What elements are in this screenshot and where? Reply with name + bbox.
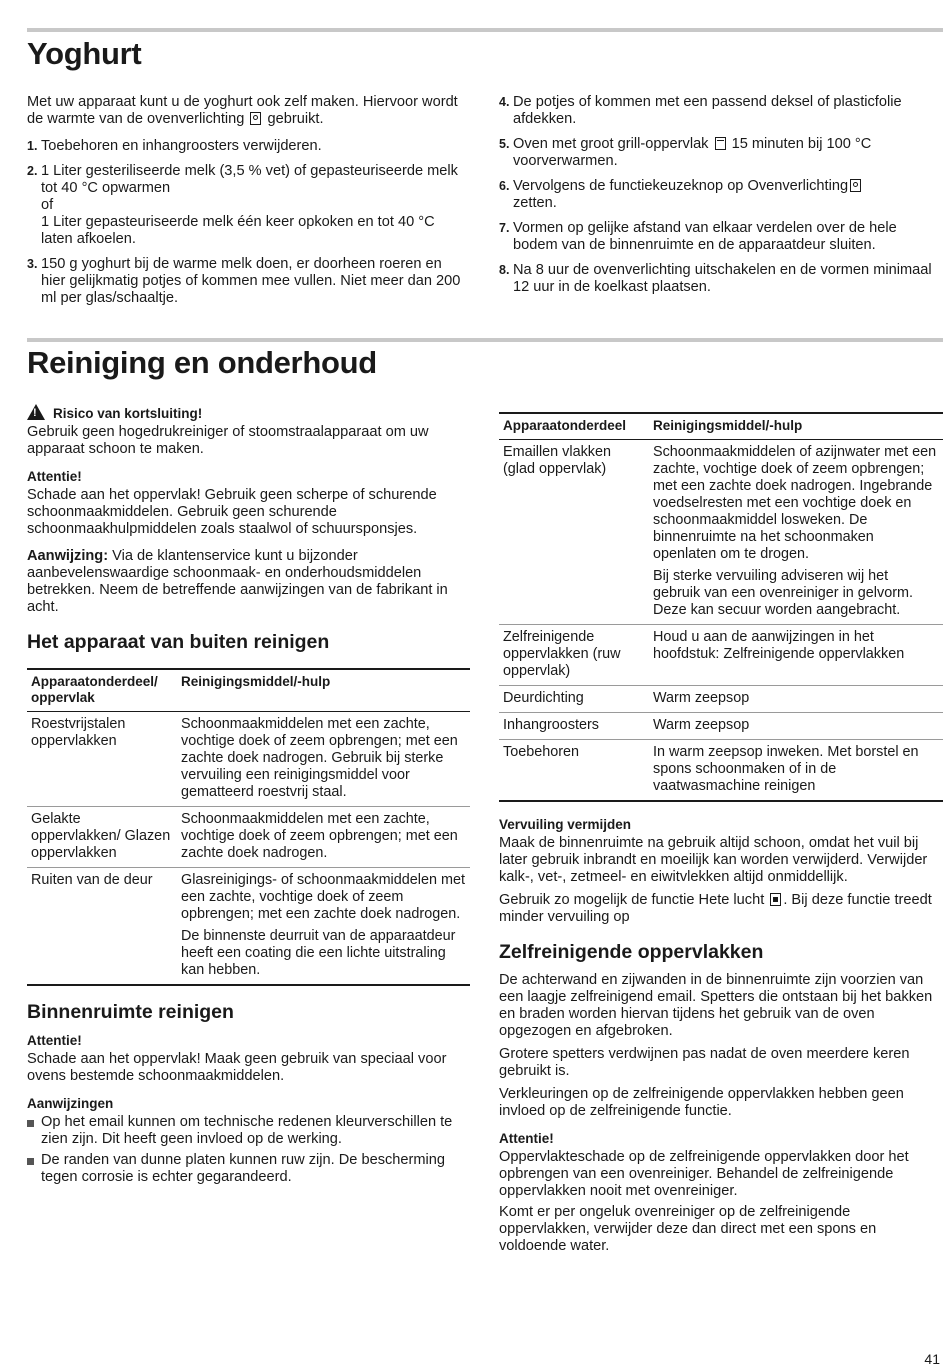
table-row (499, 740, 943, 802)
yoghurt-left-column (27, 94, 467, 315)
list-item: 8. Na 8 uur de ovenverlichting uitschakelen en de vormen minimaal 12 uur in de koelkast plaatsen. (499, 262, 932, 295)
table-row (27, 868, 470, 986)
table-cell: Emaillen vlakken (glad oppervlak) (503, 444, 611, 477)
risk-text: Gebruik geen hogedrukreiniger of stoomstraalapparaat om uw apparaat schoon te maken. (27, 424, 429, 457)
table-cell: Warm zeepsop (653, 690, 750, 706)
list-item: 5. Oven met groot grill-oppervlak 15 minuten bij 100 °C voorverwarmen. (499, 136, 872, 169)
table-cell: Deurdichting (503, 690, 584, 706)
section-divider (27, 338, 943, 342)
table-header: Reinigingsmiddel/-hulp (181, 674, 331, 689)
table-header: Apparaatonderdeel/ oppervlak (31, 674, 158, 705)
list-item: 4. De potjes of kommen met een passend deksel of plasticfolie afdekken. (499, 94, 902, 127)
table-cell: Toebehoren (503, 744, 580, 760)
table-row (27, 712, 470, 807)
page-number: 41 (924, 1351, 940, 1367)
table-cell: Ruiten van de deur (31, 872, 153, 888)
table-row (27, 807, 470, 868)
list-item: 1. Toebehoren en inhangroosters verwijderen. (27, 138, 322, 154)
yoghurt-steps-left (27, 138, 467, 307)
list-item: Op het email kunnen om technische redenen kleurverschillen te zien zijn. Dit heeft geen invloed op de werking. (27, 1114, 470, 1148)
table-cell: Gelakte oppervlakken/ Glazen oppervlakken (31, 811, 171, 861)
yoghurt-right-column (499, 94, 943, 304)
table-cell: Roestvrijstalen oppervlakken (31, 716, 126, 749)
avoid-dirt-text: Maak de binnenruimte na gebruik altijd schoon, omdat het vuil bij later gebruik inbrandt en moeilijk kan worden verwijderd. Verwijder kalk-, vet-, zetmeel- en eiwitvlekken altijd onmiddellijk. (499, 835, 928, 885)
grill-icon (715, 137, 726, 150)
inside-cleaning-table (499, 412, 943, 802)
attention-text: Schade aan het oppervlak! Gebruik geen scherpe of schurende schoonmaakmiddelen. Gebruik geen schurende schoonmaakhulpmiddelen zoals staalwol of schuursponsjes. (27, 487, 437, 537)
table-header-row (499, 413, 943, 440)
cleaning-title: Reiniging en onderhoud (27, 345, 377, 380)
cleaning-right-column (499, 412, 943, 1261)
oven-light-icon (850, 179, 861, 192)
bullet-icon (27, 1158, 34, 1165)
table-cell: Schoonmaakmiddelen of azijnwater met een zachte, vochtige doek of zeem opbrengen; met een zachte doek nadrogen. Ingebrande voedselresten met een vochtige doek en schoonmaakmiddel losweken. De binnenruimte na het schoonmaken openlaten om te drogen. Bij sterke vervuiling adviseren wij het gebruik van een ovenreiniger in gelvorm. Deze kan secuur worden aangebracht. (653, 444, 937, 618)
hints-list (27, 1114, 470, 1186)
section-divider (27, 28, 943, 32)
selfclean-paragraph: De achterwand en zijwanden in de binnenruimte zijn voorzien van een laagje zelfreinigend email. Spetters die ontstaan bij het bakken en braden worden hiervan tijdens het gebruik van de oven opgezogen en afgebroken. (499, 972, 933, 1039)
table-cell: Houd u aan de aanwijzingen in het hoofdstuk: Zelfreinigende oppervlakken (653, 629, 905, 662)
risk-heading: !Risico van kortsluiting! (27, 404, 470, 422)
table-header: Apparaatonderdeel (503, 418, 627, 433)
yoghurt-steps-right (499, 94, 943, 296)
table-header-row (27, 669, 470, 712)
hints-label: Aanwijzingen (27, 1096, 114, 1111)
list-item: 6. Vervolgens de functiekeuzeknop op Ovenverlichting zetten. (499, 178, 943, 212)
table-cell: In warm zeepsop inweken. Met borstel en spons schoonmaken of in de vaatwasmachine reinigen (653, 744, 919, 794)
inside-cleaning-title: Binnenruimte reinigen (27, 1001, 234, 1023)
bullet-icon (27, 1120, 34, 1127)
attention-label: Attentie! (27, 1033, 82, 1048)
list-item: 7. Vormen op gelijke afstand van elkaar verdelen over de hele bodem van de binnenruimte en de apparaatdeur sluiten. (499, 220, 897, 253)
table-cell: Glasreinigings- of schoonmaakmiddelen met een zachte, vochtige doek of zeem opbrengen; met een zachte doek nadrogen. De binnenste deurruit van de apparaatdeur heeft een coating die een lichte uitstraling kan hebben. (181, 872, 465, 978)
outside-cleaning-title: Het apparaat van buiten reinigen (27, 631, 330, 653)
list-item: De randen van dunne platen kunnen ruw zijn. De bescherming tegen corrosie is echter gegarandeerd. (27, 1152, 470, 1186)
hot-air-icon (770, 893, 781, 906)
list-item: 3. 150 g yoghurt bij de warme melk doen, er doorheen roeren en hier gelijkmatig potjes of kommen mee vullen. Niet meer dan 200 ml per glas/schaaltje. (27, 256, 461, 306)
table-cell: Schoonmaakmiddelen met een zachte, vochtige doek of zeem opbrengen; met een zachte doek nadrogen. Gebruik bij sterke vervuiling een reinigingsmiddel voor gematteerd roestvrij staal. (181, 716, 458, 800)
avoid-dirt-text-2: Gebruik zo mogelijk de functie Hete lucht . Bij deze functie treedt minder vervuiling op (499, 892, 932, 925)
attention-label: Attentie! (499, 1131, 554, 1146)
table-cell: Warm zeepsop (653, 717, 750, 733)
table-row (499, 625, 943, 686)
attention-label: Attentie! (27, 469, 82, 484)
selfclean-paragraph: Verkleuringen op de zelfreinigende oppervlakken hebben geen invloed op de zelfreinigende functie. (499, 1086, 904, 1119)
table-row (499, 686, 943, 713)
list-item: 2. 1 Liter gesteriliseerde melk (3,5 % vet) of gepasteuriseerde melk tot 40 °C opwarmen of 1 Liter gepasteuriseerde melk één keer opkoken en tot 40 °C laten afkoelen. (27, 163, 458, 247)
attention-text: Schade aan het oppervlak! Maak geen gebruik van speciaal voor ovens bestemde schoonmaakmiddelen. (27, 1051, 447, 1084)
table-header: Reinigingsmiddel/-hulp (653, 418, 803, 433)
table-cell: Schoonmaakmiddelen met een zachte, vochtige doek of zeem opbrengen; met een zachte doek nadrogen. (181, 811, 458, 861)
selfclean-title: Zelfreinigende oppervlakken (499, 941, 764, 963)
hint: Aanwijzing: Via de klantenservice kunt u bijzonder aanbevelenswaardige schoonmaak- en onderhoudsmiddelen betrekken. Neem de betreffende aanwijzingen van de fabrikant in acht. (27, 548, 448, 615)
avoid-dirt-label: Vervuiling vermijden (499, 817, 632, 832)
yoghurt-title: Yoghurt (27, 36, 142, 71)
table-row (499, 440, 943, 625)
attention-text: Oppervlakteschade op de zelfreinigende oppervlakken door het opbrengen van een ovenreiniger. Behandel de zelfreinigende oppervlakken nooit met ovenreiniger. (499, 1149, 909, 1199)
table-cell: Zelfreinigende oppervlakken (ruw oppervlak) (503, 629, 621, 679)
selfclean-paragraph: Grotere spetters verdwijnen pas nadat de oven meerdere keren gebruikt is. (499, 1046, 910, 1079)
oven-light-icon (250, 112, 261, 125)
warning-icon (27, 404, 45, 420)
selfclean-paragraph: Komt er per ongeluk ovenreiniger op de zelfreinigende oppervlakken, verwijder deze dan direct met een spons en voldoende water. (499, 1204, 877, 1254)
table-cell: Inhangroosters (503, 717, 599, 733)
outside-cleaning-table (27, 668, 470, 986)
yoghurt-intro: Met uw apparaat kunt u de yoghurt ook zelf maken. Hiervoor wordt de warmte van de ovenverlichting gebruikt. (27, 94, 458, 127)
cleaning-left-column (27, 404, 470, 1190)
table-row (499, 713, 943, 740)
